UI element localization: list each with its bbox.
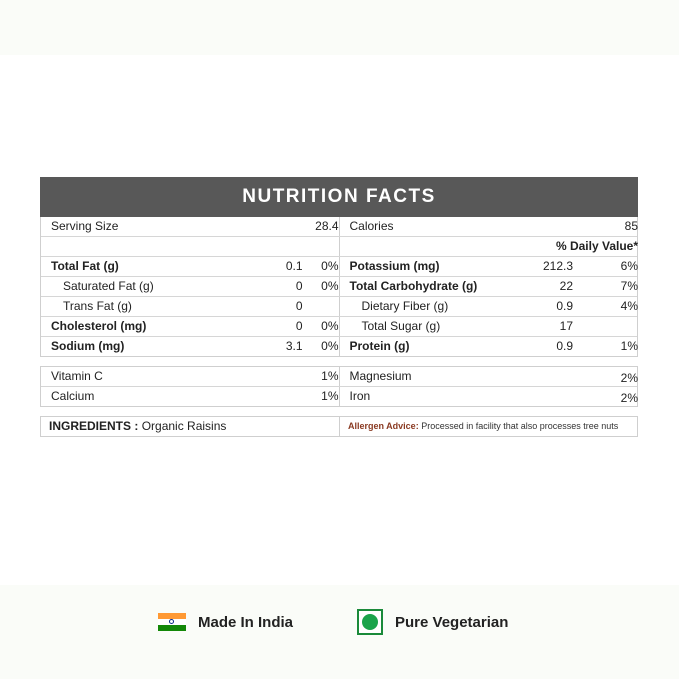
nutrient-name: Total Carbohydrate (g) — [349, 279, 478, 293]
vitamin-dv: 1% — [321, 389, 339, 403]
table-row — [41, 386, 637, 406]
table-row — [41, 316, 637, 336]
nutrient-amount: 0.9 — [556, 299, 573, 313]
pure-vegetarian-label: Pure Vegetarian — [395, 613, 509, 631]
vitamins-grid — [40, 366, 638, 407]
nutrient-name: Saturated Fat (g) — [63, 279, 154, 293]
nutrient-dv: 4% — [620, 299, 638, 313]
vitamin-name: Magnesium — [349, 369, 412, 383]
table-row — [41, 296, 637, 316]
calories-value: 85 — [624, 219, 638, 233]
vitamin-dv: 2% — [620, 391, 638, 405]
nutrient-name: Trans Fat (g) — [63, 299, 132, 313]
made-in-india-badge — [158, 609, 293, 635]
nutrient-name: Total Sugar (g) — [361, 319, 441, 333]
vitamin-name: Calcium — [51, 389, 95, 403]
vitamin-name: Iron — [349, 389, 371, 403]
table-row — [41, 256, 637, 276]
nutrient-name: Potassium (mg) — [349, 259, 440, 273]
india-flag-icon — [158, 613, 186, 631]
serving-size-value: 28.4 — [315, 219, 339, 233]
nutrient-dv: 0% — [321, 339, 339, 353]
ingredients-value: Organic Raisins — [141, 419, 227, 433]
allergen-label: Allergen Advice: — [348, 421, 419, 431]
ingredients-row — [40, 416, 638, 437]
vitamin-name: Vitamin C — [51, 369, 103, 383]
nutrient-name: Cholesterol (mg) — [51, 319, 147, 333]
daily-value-row — [41, 236, 637, 256]
nutrient-amount: 0 — [295, 299, 303, 313]
allergen-value: Processed in facility that also processes tree nuts — [421, 421, 619, 431]
made-in-india-label: Made In India — [198, 613, 294, 631]
daily-value-note: % Daily Value* — [555, 239, 638, 253]
nutrient-amount: 0 — [295, 319, 303, 333]
nutrient-amount: 0 — [295, 279, 303, 293]
vitamin-dv: 2% — [620, 371, 638, 385]
ingredients-label: INGREDIENTS : — [49, 419, 139, 433]
nutrient-dv: 6% — [620, 259, 638, 273]
nutrient-dv: 0% — [321, 319, 339, 333]
nutrient-name: Protein (g) — [349, 339, 410, 353]
vitamin-dv: 1% — [321, 369, 339, 383]
badges-bar — [0, 609, 679, 635]
vegetarian-symbol-icon — [357, 609, 383, 635]
nutrition-main-grid — [40, 217, 638, 357]
nutrient-amount: 0.1 — [285, 259, 303, 273]
nutrient-amount: 212.3 — [542, 259, 573, 273]
nutrient-name: Sodium (mg) — [51, 339, 125, 353]
table-row — [41, 336, 637, 356]
nutrient-amount: 22 — [559, 279, 573, 293]
pure-vegetarian-badge — [357, 609, 508, 635]
nutrient-amount: 3.1 — [285, 339, 303, 353]
nutrient-amount: 0.9 — [556, 339, 573, 353]
table-row — [41, 276, 637, 296]
serving-row — [41, 217, 637, 236]
nutrient-dv: 0% — [321, 279, 339, 293]
nutrition-label — [40, 177, 638, 437]
calories-label: Calories — [349, 219, 394, 233]
nutrient-amount: 17 — [559, 319, 573, 333]
table-row — [41, 367, 637, 386]
nutrition-title: NUTRITION FACTS — [40, 177, 638, 217]
nutrient-dv: 7% — [620, 279, 638, 293]
nutrient-dv: 0% — [321, 259, 339, 273]
nutrient-name: Dietary Fiber (g) — [361, 299, 449, 313]
nutrient-name: Total Fat (g) — [51, 259, 119, 273]
nutrient-dv: 1% — [620, 339, 638, 353]
serving-size-label: Serving Size — [51, 219, 119, 233]
